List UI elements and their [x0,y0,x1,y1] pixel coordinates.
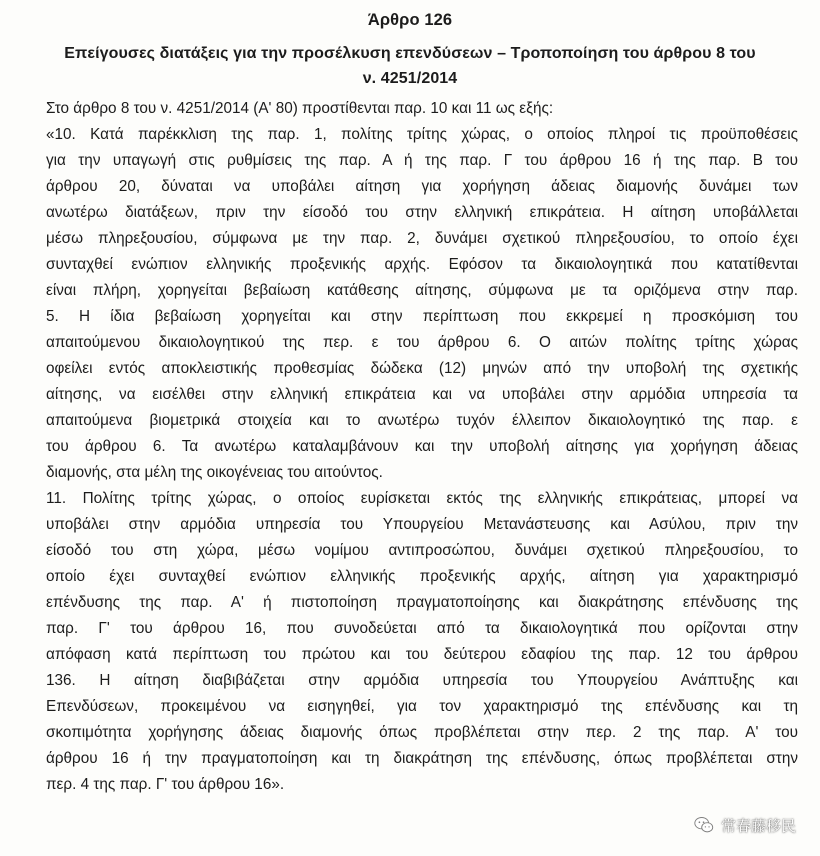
body-line: απαιτούμενα βιομετρικά στοιχεία και το ανωτέρω τυχόν έλλειπον δικαιολογητικό της παρ. ε [46,412,798,429]
body-line: ανωτέρω διατάξεων, πριν την είσοδό του στην ελληνική επικράτεια. Η αίτηση υποβάλλεται [46,204,798,221]
body-line: συνταχθεί ενώπιον ελληνικής προξενικής αρχής. Εφόσον τα δικαιολογητικά που κατατίθενται [46,256,798,273]
body-line: Επενδύσεων, προκειμένου να εισηγηθεί, για τον χαρακτηρισμό της επένδυσης και τη [46,698,798,715]
body-line: είσοδό του στη χώρα, μέσω νομίμου αντιπροσώπου, δυνάμει σχετικού πληρεξουσίου, το [46,542,798,559]
article-subheading-line2: ν. 4251/2014 [362,70,458,87]
body-line: «10. Κατά παρέκκλιση της παρ. 1, πολίτης τρίτης χώρας, ο οποίος πληροί τις προϋποθέσεις [46,126,798,143]
body-line: για την υπαγωγή στις ρυθμίσεις της παρ. Α ή της παρ. Γ του άρθρου 16 ή της παρ. Β του [46,152,798,169]
wechat-icon [693,814,715,836]
watermark [693,814,796,836]
body-line: επένδυσης της παρ. Α' ή πιστοποίηση πραγματοποίησης και διακράτησης επένδυσης της [46,594,798,611]
body-line: περ. 4 της παρ. Γ' του άρθρου 16». [46,776,285,793]
body-line: 5. Η ίδια βεβαίωση χορηγείται και στην περίπτωση που εκκρεμεί η προσκόμιση του [46,308,798,325]
body-line: οποίο έχει συνταχθεί ενώπιον ελληνικής προξενικής αρχής, αίτηση για χαρακτηρισμό [46,568,798,585]
body-line: απαιτούμενου δικαιολογητικού της περ. ε του άρθρου 6. Ο αιτών πολίτης τρίτης χώρας [46,334,798,351]
article-heading: Άρθρο 126 [367,11,453,29]
body-line: άρθρου 16 ή την πραγματοποίηση και τη διακράτηση της επένδυσης, όπως προβλέπεται στην [46,750,798,767]
body-line: του άρθρου 6. Τα ανωτέρω καταλαμβάνουν και την υποβολή αίτησης για χορήγηση άδειας [46,438,798,455]
body-line: σκοπιμότητα χορήγησης άδειας διαμονής όπως προβλέπεται στην περ. 2 της παρ. Α' του [46,724,798,741]
body-line: απόφαση κατά περίπτωση του πρώτου και του δεύτερου εδαφίου της παρ. 12 του άρθρου [46,646,798,663]
body-line: οφείλει εντός αποκλειστικής προθεσμίας δώδεκα (12) μηνών από την υποβολή της σχετικής [46,360,798,377]
body-line: μέσω πληρεξουσίου, σύμφωνα με την παρ. 2, δυνάμει σχετικού πληρεξουσίου, το οποίο έχει [46,230,798,247]
body-line: είναι πλήρη, χορηγείται βεβαίωση κατάθεσης αίτησης, σύμφωνα με τα οριζόμενα στην παρ. [46,282,798,299]
body-line: υποβάλει στην αρμόδια υπηρεσία του Υπουργείου Μετανάστευσης και Ασύλου, πριν την [46,516,798,533]
body-line: παρ. Γ' του άρθρου 16, που συνοδεύεται από τα δικαιολογητικά που ορίζονται στην [46,620,798,637]
body-line: 11. Πολίτης τρίτης χώρας, ο οποίος ευρίσκεται εκτός της ελληνικής επικράτειας, μπορεί να [46,490,798,507]
body-line: διαμονής, στα μέλη της οικογένειας του αιτούντος. [46,464,383,481]
body-line: άρθρου 20, δύναται να υποβάλει αίτηση για χορήγηση άδειας διαμονής δυνάμει των [46,178,798,195]
body-line: Στο άρθρο 8 του ν. 4251/2014 (Α' 80) προστίθενται παρ. 10 και 11 ως εξής: [46,100,554,117]
watermark-text: 常春藤移民 [720,816,796,835]
body-line: 136. Η αίτηση διαβιβάζεται στην αρμόδια υπηρεσία του Υπουργείου Ανάπτυξης και [46,672,798,689]
body-line: αίτησης, να εισέλθει στην ελληνική επικράτεια και να υποβάλει στην αρμόδια υπηρεσία τα [46,386,798,403]
article-subheading-line1: Επείγουσες διατάξεις για την προσέλκυση επενδύσεων – Τροποποίηση του άρθρου 8 του [64,45,756,62]
